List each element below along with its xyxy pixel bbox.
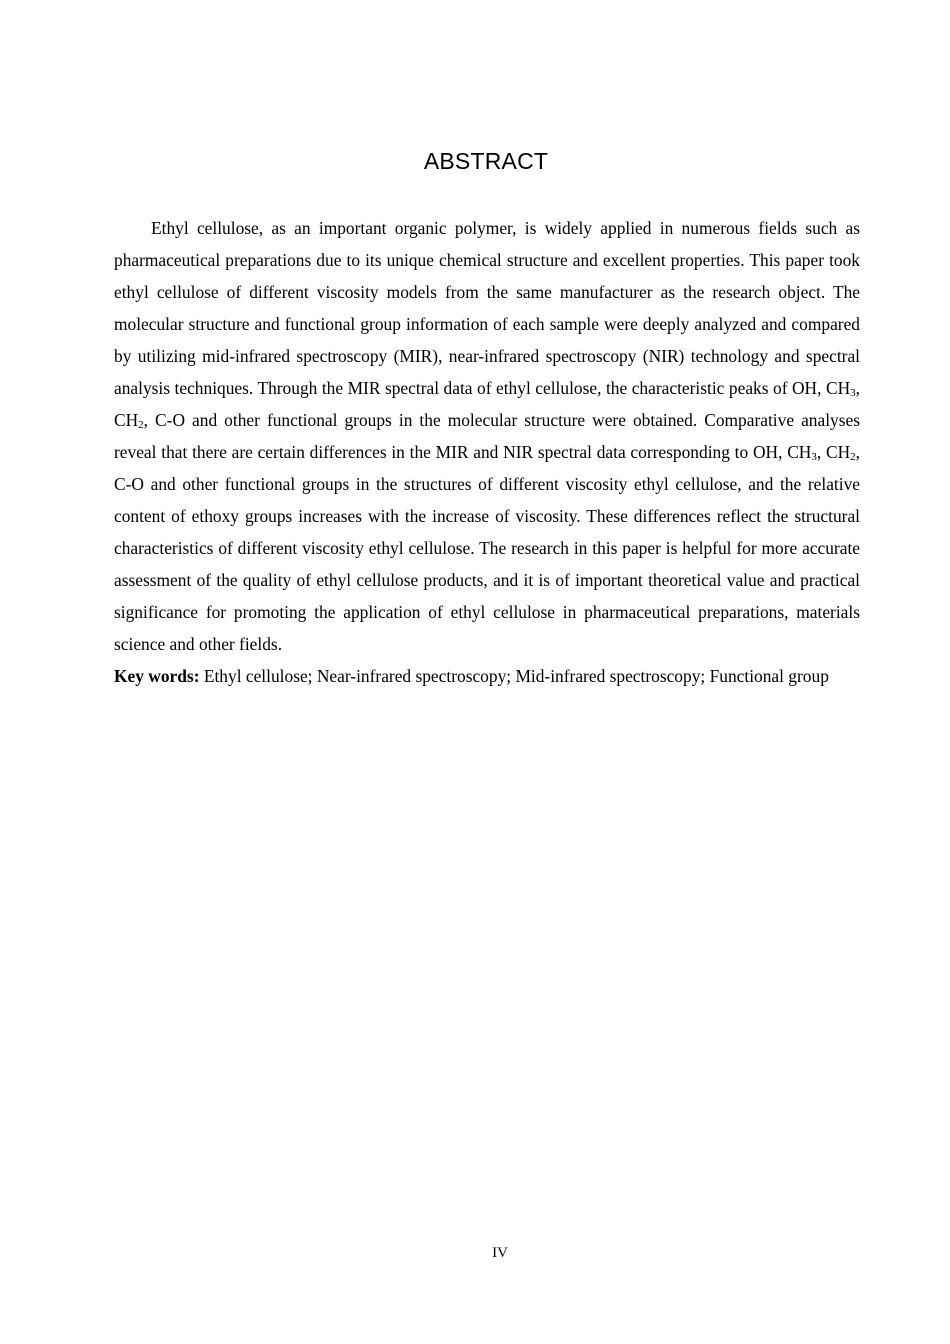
abstract-body	[114, 212, 860, 692]
subscript-3: 3	[850, 387, 856, 399]
abstract-text-2: , CH	[114, 378, 860, 430]
keywords-label: Key words:	[114, 666, 200, 686]
abstract-text-1: Ethyl cellulose, as an important organic polymer, is widely applied in numerous fields such as pharmaceutical preparations due to its unique chemical structure and excellent properties. This paper took ethyl cellulose of different viscosity models from the same manufacturer as the research object. The molecular structure and functional group information of each sample were deeply analyzed and compared by utilizing mid-infrared spectroscopy (MIR), near-infrared spectroscopy (NIR) technology and spectral analysis techniques. Through the MIR spectral data of ethyl cellulose, the characteristic peaks of OH, CH	[114, 218, 860, 398]
abstract-text-5: , C-O and other functional groups in the structures of different viscosity ethyl cellulose, and the relative content of ethoxy groups increases with the increase of viscosity. These differences reflect the structural characteristics of different viscosity ethyl cellulose. The research in this paper is helpful for more accurate assessment of the quality of ethyl cellulose products, and it is of important theoretical value and practical significance for promoting the application of ethyl cellulose in pharmaceutical preparations, materials science and other fields.	[114, 442, 860, 654]
keywords-text: Ethyl cellulose; Near-infrared spectroscopy; Mid-infrared spectroscopy; Functional group	[199, 666, 829, 686]
page-number: IV	[492, 1245, 508, 1261]
abstract-paragraph	[114, 212, 860, 660]
subscript-3: 3	[811, 451, 817, 463]
subscript-2: 2	[138, 419, 144, 431]
subscript-2: 2	[850, 451, 856, 463]
keywords-line	[114, 660, 860, 692]
abstract-title: ABSTRACT	[423, 148, 549, 174]
abstract-text-3: , C-O and other functional groups in the molecular structure were obtained. Comparative analyses reveal that there are certain differences in the MIR and NIR spectral data corresponding to OH, CH	[114, 410, 860, 462]
abstract-text-4: , CH	[816, 442, 851, 462]
